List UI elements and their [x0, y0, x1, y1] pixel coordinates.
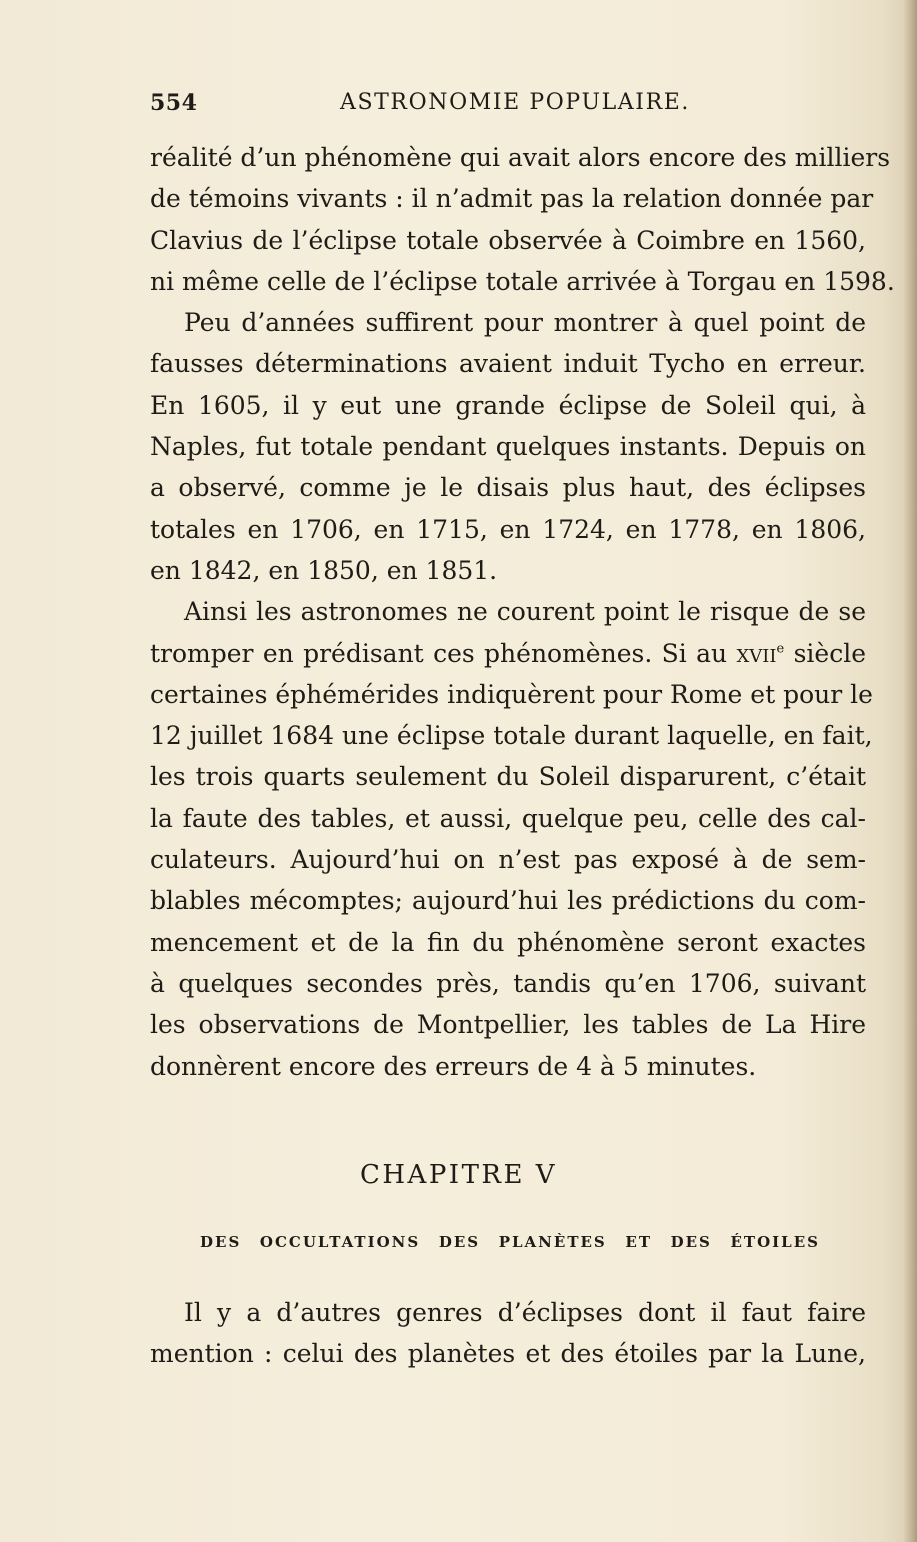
text-line: Clavius de l’éclipse totale observée à Coimbre en 1560,	[150, 225, 866, 255]
text-line: Il y a d’autres genres d’éclipses dont il faut faire	[184, 1298, 866, 1327]
page-edge-shadow	[903, 0, 917, 1542]
text-line: la faute des tables, et aussi, quelque peu, celle des cal-	[150, 803, 866, 833]
running-head	[150, 90, 866, 124]
text-line: les observations de Montpellier, les tables de La Hire	[150, 1010, 866, 1040]
text-line: 12 juillet 1684 une éclipse totale durant laquelle, en fait,	[150, 721, 873, 751]
text-line: mention : celui des planètes et des étoiles par la Lune,	[150, 1339, 866, 1369]
running-title: ASTRONOMIE POPULAIRE.	[340, 90, 690, 115]
text-fragment: siècle	[793, 638, 866, 668]
text-line-with-century	[150, 633, 866, 674]
text-line: réalité d’un phénomène qui avait alors encore des milliers	[150, 143, 891, 172]
text-line: certaines éphémérides indiquèrent pour Rome et pour le	[150, 679, 873, 709]
text-line: à quelques secondes près, tandis qu’en 1706, suivant	[150, 968, 866, 998]
text-line: en 1842, en 1850, en 1851.	[150, 555, 498, 585]
text-line: Naples, fut totale pendant quelques instants. Depuis on	[150, 432, 866, 462]
chapter-subtitle: DES OCCULTATIONS DES PLANÈTES ET DES ÉTOILES	[200, 1233, 820, 1251]
century-numeral: xvii	[736, 638, 777, 668]
chapter-title: CHAPITRE V	[359, 1160, 558, 1190]
text-line: donnèrent encore des erreurs de 4 à 5 minutes.	[150, 1051, 757, 1081]
chapter-text	[150, 1292, 866, 1375]
text-line: En 1605, il y eut une grande éclipse de Soleil qui, à	[150, 390, 866, 420]
text-line: fausses déterminations avaient induit Tycho en erreur.	[150, 349, 866, 379]
page-number: 554	[150, 90, 198, 116]
text-line: les trois quarts seulement du Soleil disparurent, c’était	[150, 762, 866, 792]
text-fragment: tromper en prédisant ces phénomènes. Si au	[150, 638, 728, 668]
text-line: de témoins vivants : il n’admit pas la relation donnée par	[150, 184, 874, 214]
text-line: blables mécomptes; aujourd’hui les prédictions du com-	[150, 886, 866, 916]
text-line: culateurs. Aujourd’hui on n’est pas exposé à de sem-	[150, 845, 866, 875]
text-line: Peu d’années suffirent pour montrer à quel point de	[184, 308, 866, 338]
text-line: a observé, comme je le disais plus haut, des éclipses	[150, 473, 866, 503]
text-line: Ainsi les astronomes ne courent point le risque de se	[184, 597, 866, 627]
text-line: mencement et de la fin du phénomène seront exactes	[150, 927, 866, 957]
main-text	[150, 137, 895, 1087]
text-line: ni même celle de l’éclipse totale arrivée à Torgau en 1598.	[150, 266, 895, 296]
text-line: totales en 1706, en 1715, en 1724, en 1778, en 1806,	[150, 514, 866, 544]
century-superscript: e	[776, 641, 785, 657]
